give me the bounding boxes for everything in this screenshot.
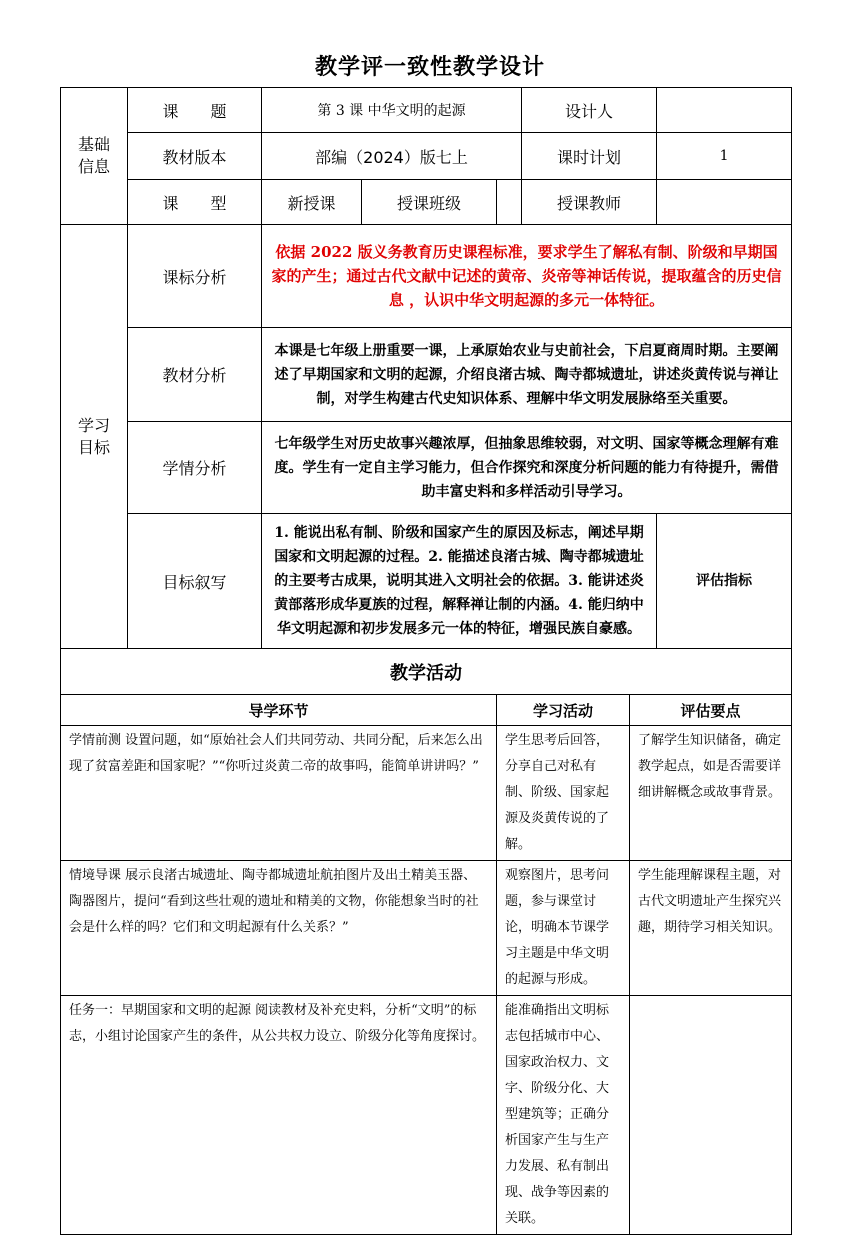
designer-label: 设计人 <box>522 88 657 133</box>
header-guide: 导学环节 <box>61 695 497 726</box>
standard-text: 依据 2022 版义务教育历史课程标准，要求学生了解私有制、阶级和早期国家的产生；通过古代文献中记述的黄帝、炎帝等神话传说，提取蕴含的历史信息 ，认识中华文明起源的多元一体特征。 <box>262 225 792 328</box>
row1-eval: 了解学生知识储备，确定教学起点，如是否需要详细讲解概念或故事背景。 <box>630 726 792 861</box>
assessment-label: 评估指标 <box>657 514 792 649</box>
topic-label: 课 题 <box>128 88 262 133</box>
topic-value: 第 3 课 中华文明的起源 <box>262 88 522 133</box>
edition-label: 教材版本 <box>128 133 262 180</box>
lesson-plan-table <box>60 87 792 1235</box>
row3-guide: 任务一：早期国家和文明的起源 阅读教材及补充史料，分析“文明”的标志，小组讨论国家产生的条件，从公共权力设立、阶级分化等角度探讨。 <box>61 996 497 1235</box>
goals-label: 学习目标 <box>61 225 128 649</box>
row2-activity: 观察图片，思考问题，参与课堂讨论，明确本节课学习主题是中华文明的起源与形成。 <box>497 861 630 996</box>
type-value: 新授课 <box>262 180 362 225</box>
row3-activity: 能准确指出文明标志包括城市中心、国家政治权力、文字、阶级分化、大型建筑等；正确分析国家产生与生产力发展、私有制出现、战争等因素的关联。 <box>497 996 630 1235</box>
type-label: 课 型 <box>128 180 262 225</box>
basic-info-label: 基础信息 <box>61 88 128 225</box>
row1-guide: 学情前测 设置问题，如“原始社会人们共同劳动、共同分配，后来怎么出现了贫富差距和国家呢？”“你听过炎黄二帝的故事吗，能简单讲讲吗？” <box>61 726 497 861</box>
class-label: 授课班级 <box>362 180 497 225</box>
class-value <box>497 180 522 225</box>
header-activity: 学习活动 <box>497 695 630 726</box>
students-label: 学情分析 <box>128 422 262 514</box>
students-text: 七年级学生对历史故事兴趣浓厚，但抽象思维较弱，对文明、国家等概念理解有难度。学生有一定自主学习能力，但合作探究和深度分析问题的能力有待提升，需借助丰富史料和多样活动引导学习。 <box>262 422 792 514</box>
teacher-value <box>657 180 792 225</box>
row1-activity: 学生思考后回答，分享自己对私有制、阶级、国家起源及炎黄传说的了解。 <box>497 726 630 861</box>
objectives-label: 目标叙写 <box>128 514 262 649</box>
teacher-label: 授课教师 <box>522 180 657 225</box>
activities-title: 教学活动 <box>61 649 792 695</box>
edition-value: 部编（2024）版七上 <box>262 133 522 180</box>
textbook-text: 本课是七年级上册重要一课，上承原始农业与史前社会，下启夏商周时期。主要阐述了早期国家和文明的起源，介绍良渚古城、陶寺都城遗址，讲述炎黄传说与禅让制，对学生构建古代史知识体系、理解中华文明发展脉络至关重要。 <box>262 328 792 422</box>
hours-label: 课时计划 <box>522 133 657 180</box>
row2-eval: 学生能理解课程主题，对古代文明遗址产生探究兴趣，期待学习相关知识。 <box>630 861 792 996</box>
header-eval: 评估要点 <box>630 695 792 726</box>
row2-guide: 情境导课 展示良渚古城遗址、陶寺都城遗址航拍图片及出土精美玉器、陶器图片，提问“看到这些壮观的遗址和精美的文物，你能想象当时的社会是什么样的吗？它们和文明起源有什么关系？” <box>61 861 497 996</box>
textbook-label: 教材分析 <box>128 328 262 422</box>
hours-value: 1 <box>657 133 792 180</box>
row3-eval <box>630 996 792 1235</box>
designer-value <box>657 88 792 133</box>
page-title: 教学评一致性教学设计 <box>314 55 545 80</box>
standard-label: 课标分析 <box>128 225 262 328</box>
objectives-text: 1. 能说出私有制、阶级和国家产生的原因及标志，阐述早期国家和文明起源的过程。2. 能描述良渚古城、陶寺都城遗址的主要考古成果，说明其进入文明社会的依据。3. 能讲述炎黄部落形成华夏族的过程，解释禅让制的内涵。4. 能归纳中华文明起源和初步发展多元一体的特征，增强民族自豪感。 <box>262 514 657 649</box>
